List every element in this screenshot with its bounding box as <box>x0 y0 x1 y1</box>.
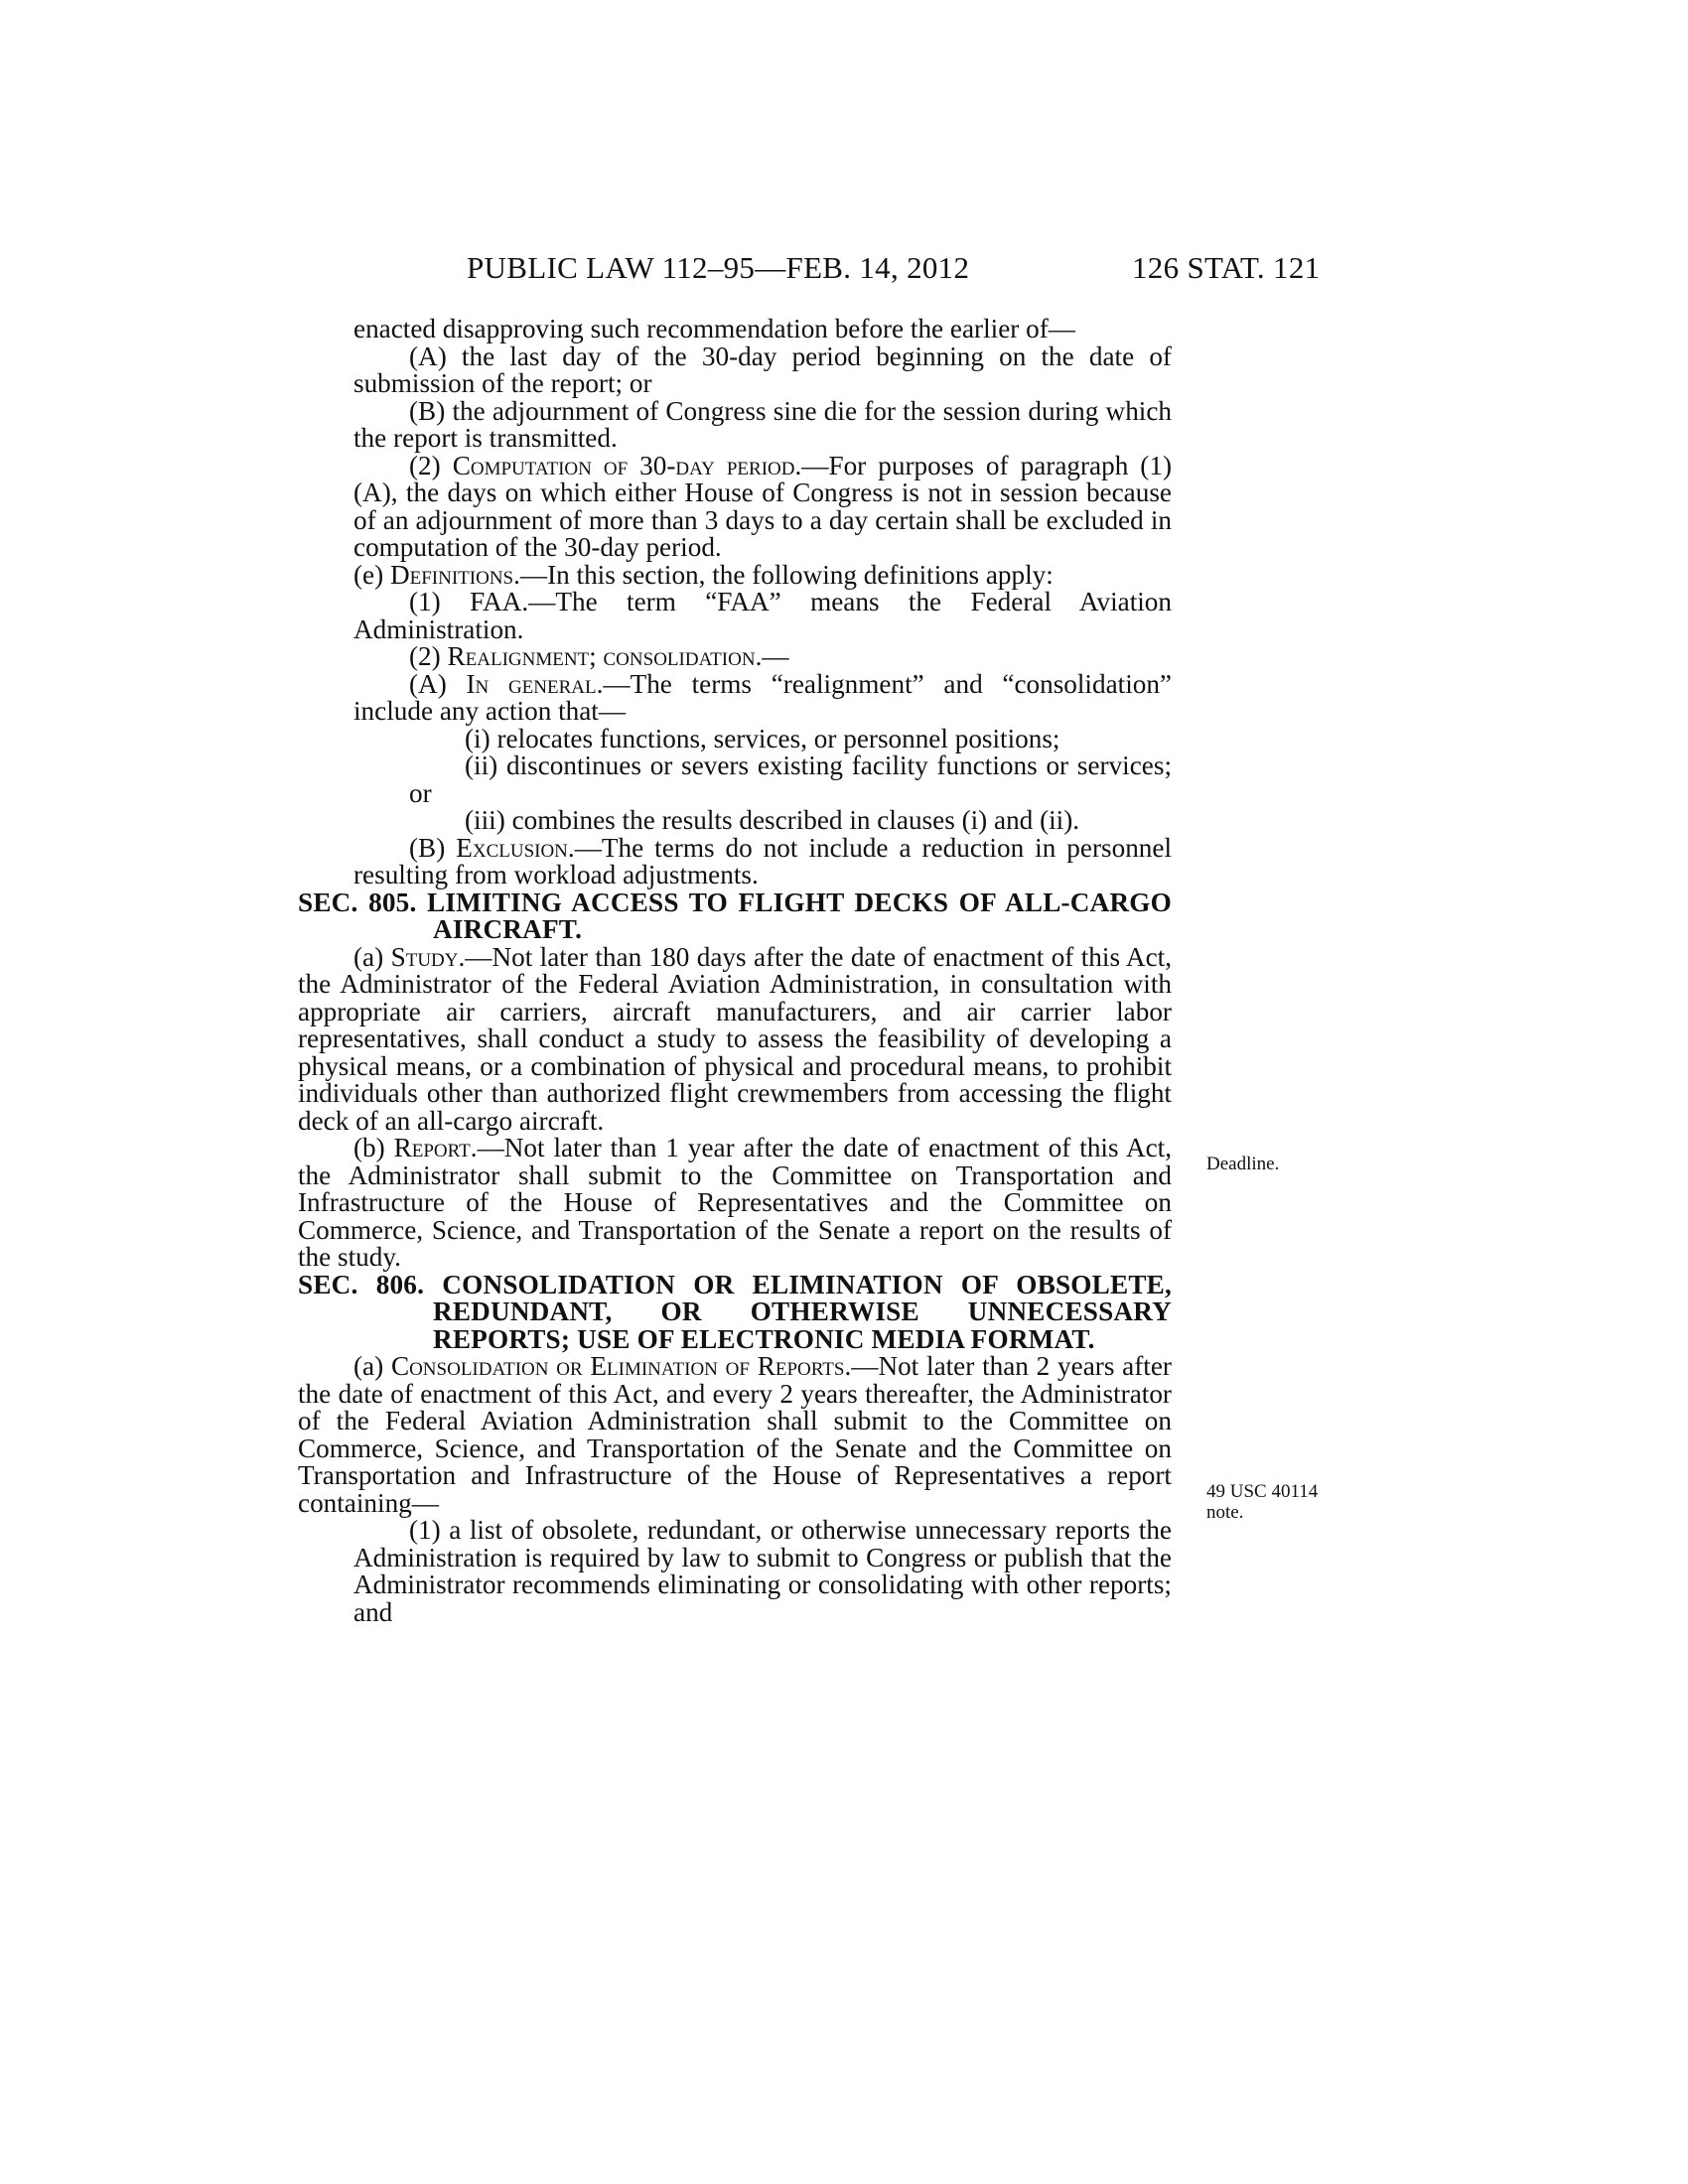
paragraph-text: .—In this section, the following definitions apply: <box>513 559 1054 590</box>
paragraph-text: .—For purposes of paragraph (1)(A), the days on which either House of Congress is not in session because of an adjournment of more than 3 days to a day certain shall be excluded in computation of the 30-day period. <box>353 450 1173 562</box>
paragraph: (A) the last day of the 30-day period beginning on the date of submission of the report; or <box>353 341 1172 398</box>
paragraph: (iii) combines the results described in clauses (i) and (ii). <box>465 805 1080 835</box>
margin-note-deadline: Deadline. <box>1206 1154 1280 1174</box>
margin-note-usc-line: note. <box>1206 1502 1244 1523</box>
paragraph: (ii) discontinues or severs existing facility functions or services; or <box>409 751 1172 808</box>
paragraph-exclusion <box>298 832 1172 889</box>
page-header <box>0 250 1688 290</box>
paragraph-number: (b) <box>353 1133 394 1162</box>
paragraph-heading: Exclusion <box>456 832 568 863</box>
paragraph-heading: Computation of 30-day period <box>452 450 795 480</box>
paragraph: (B) the adjournment of Congress sine die for the session during which the report is transmitted. <box>353 395 1172 453</box>
paragraph-number: (A) <box>409 668 467 699</box>
paragraph-study <box>298 941 1172 1136</box>
paragraph-number: (e) <box>353 559 390 590</box>
paragraph: (1) a list of obsolete, redundant, or otherwise unnecessary reports the Administration is required by law to submit to Congress or publish that the Administrator recommends eliminating or consolidating with other reports; and <box>353 1515 1172 1627</box>
paragraph-number: (2) <box>409 450 453 480</box>
paragraph-computation <box>298 450 1173 562</box>
paragraph-heading: Consolidation or Elimination of Reports <box>390 1351 845 1381</box>
page-number: 126 STAT. 121 <box>1132 250 1321 285</box>
paragraph: (1) FAA.—The term “FAA” means the Federal Aviation Administration. <box>353 587 1172 644</box>
paragraph-text: .—The terms “realignment” and “consolidation” include any action that— <box>353 668 1173 726</box>
paragraph: (i) relocates functions, services, or personnel positions; <box>465 723 1060 753</box>
margin-note-usc-line: 49 USC 40114 <box>1206 1481 1319 1502</box>
paragraph-text: .—Not later than 1 year after the date of enactment of this Act, the Administrator shall submit to the Committee on Transportation and Infrastructure of the House of Representatives and the Committee on Commerce, Science, and Transportation of the Senate a report on the results of the study. <box>298 1133 1172 1272</box>
paragraph: enacted disapproving such recommendation before the earlier of— <box>353 314 1075 343</box>
paragraph-number: (a) <box>353 941 391 972</box>
paragraph-realignment <box>298 643 1172 671</box>
paragraph-definitions <box>298 559 1172 590</box>
paragraph-text: .—Not later than 180 days after the date of enactment of this Act, the Administrator of the Federal Aviation Administration, in consultation with appropriate air carriers, aircraft manufacturers, and air carrier labor representatives, shall conduct a study to assess the feasibility of developing a physical means, or a combination of physical and procedural means, to prohibit individuals other than authorized flight crewmembers from accessing the flight deck of an all-cargo aircraft. <box>298 941 1172 1136</box>
paragraph-text: .— <box>755 641 789 671</box>
paragraph-heading: Definitions <box>389 559 514 590</box>
section-heading-806: SEC. 806. CONSOLIDATION OR ELIMINATION OF OBSOLETE, REDUNDANT, OR OTHERWISE UNNECESSARY REPORTS; USE OF ELECTRONIC MEDIA FORMAT. <box>298 1269 1172 1354</box>
running-head: PUBLIC LAW 112–95—FEB. 14, 2012 <box>467 250 970 285</box>
paragraph-in-general <box>298 668 1173 726</box>
paragraph-consolidation <box>298 1353 1172 1517</box>
main-text-column <box>298 316 1172 1626</box>
paragraph-heading: In general <box>466 668 597 699</box>
paragraph-report <box>298 1135 1172 1272</box>
paragraph-number: (B) <box>409 832 457 863</box>
paragraph-heading: Study <box>390 941 459 972</box>
section-heading-805: SEC. 805. LIMITING ACCESS TO FLIGHT DECKS OF ALL-CARGO AIRCRAFT. <box>298 887 1172 944</box>
paragraph-text: .—Not later than 2 years after the date of enactment of this Act, and every 2 years thereafter, the Administrator of the Federal Aviation Administration shall submit to the Committee on Commerce, Science, and Transportation of the Senate and the Committee on Transportation and Infrastructure of the House of Representatives a report containing— <box>298 1351 1172 1518</box>
paragraph-number: (2) <box>409 641 448 671</box>
margin-note-usc <box>1206 1481 1318 1523</box>
paragraph-heading: Report <box>393 1133 471 1162</box>
paragraph-heading: Realignment; consolidation <box>447 641 756 671</box>
paragraph-text: .—The terms do not include a reduction in personnel resulting from workload adjustments. <box>353 832 1172 889</box>
paragraph-number: (a) <box>353 1351 391 1381</box>
